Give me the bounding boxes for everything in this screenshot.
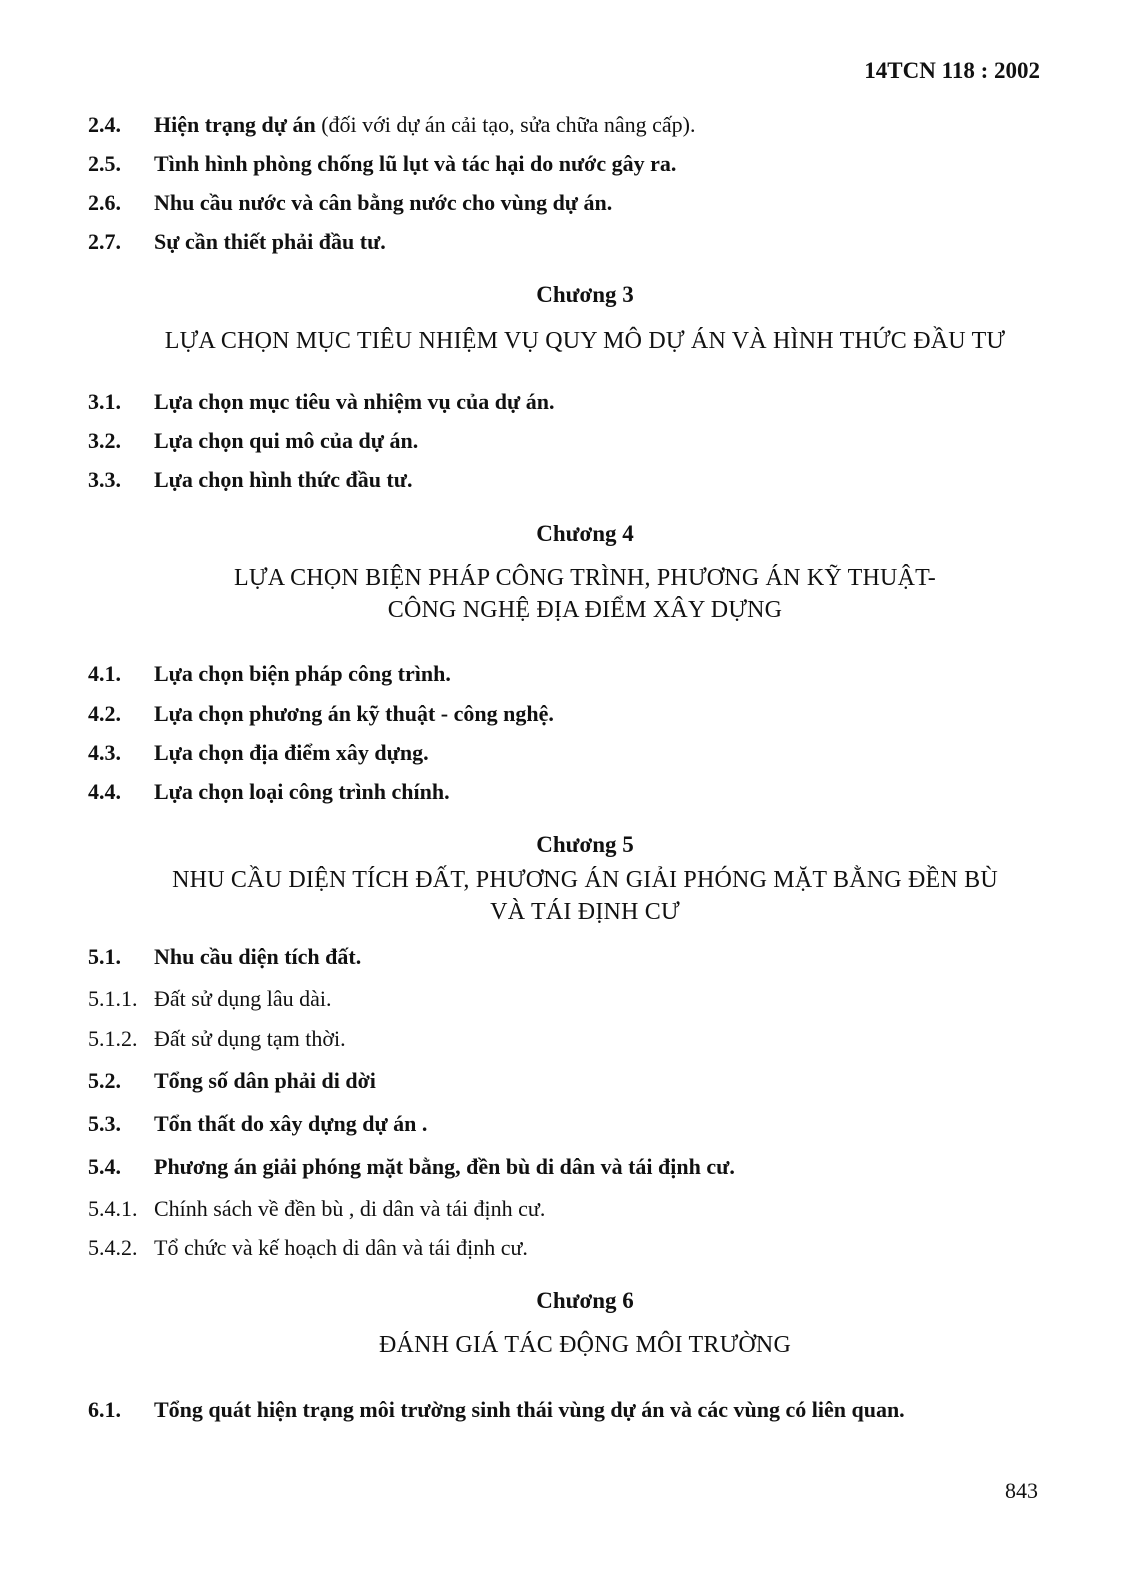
item-text: Lựa chọn qui mô của dự án. [154,428,419,453]
item-text: Lựa chọn mục tiêu và nhiệm vụ của dự án. [154,389,555,414]
item-text: Tổng quát hiện trạng môi trường sinh thái vùng dự án và các vùng có liên quan. [154,1397,905,1422]
chapter-4-label: Chương 4 [536,521,634,546]
item-number: 5.1.2. [88,1026,138,1051]
list-item [88,467,412,493]
list-item [88,944,361,970]
item-number: 5.1. [88,944,121,969]
item-text: Tổn thất do xây dựng dự án . [154,1111,428,1136]
list-item [88,190,612,216]
item-number: 2.6. [88,190,121,215]
list-item [88,1235,528,1261]
list-item [88,1397,905,1423]
item-text: Tổng số dân phải di dời [154,1068,376,1093]
item-text: Đất sử dụng lâu dài. [154,986,332,1011]
chapter-4-title-line-2: CÔNG NGHỆ ĐỊA ĐIỂM XÂY DỰNG [387,597,783,623]
item-text: Lựa chọn biện pháp công trình. [154,661,451,686]
item-number: 6.1. [88,1397,121,1422]
item-number: 4.1. [88,661,121,686]
item-number: 5.3. [88,1111,121,1136]
item-text: Lựa chọn phương án kỹ thuật - công nghệ. [154,701,554,726]
chapter-5-label: Chương 5 [536,832,634,857]
chapter-3-label: Chương 3 [536,282,634,307]
list-item [88,112,695,138]
chapter-6-label: Chương 6 [536,1288,634,1313]
item-text: Sự cần thiết phải đầu tư. [154,229,386,254]
item-number: 4.4. [88,779,121,804]
list-item [88,1196,545,1222]
item-text: Đất sử dụng tạm thời. [154,1026,346,1051]
item-text: Lựa chọn loại công trình chính. [154,779,450,804]
list-item [88,151,676,177]
chapter-3-title: LỰA CHỌN MỤC TIÊU NHIỆM VỤ QUY MÔ DỰ ÁN VÀ HÌNH THỨC ĐẦU TƯ [164,328,1006,354]
list-item [88,740,429,766]
chapter-6-title: ĐÁNH GIÁ TÁC ĐỘNG MÔI TRƯỜNG [379,1332,791,1358]
item-text: Tình hình phòng chống lũ lụt và tác hại do nước gây ra. [154,151,677,176]
item-text: Tổ chức và kế hoạch di dân và tái định cư. [154,1235,528,1260]
standard-code: 14TCN 118 : 2002 [864,58,1040,83]
page-number: 843 [1005,1478,1038,1503]
item-number: 5.4.2. [88,1235,138,1260]
item-text: Nhu cầu nước và cân bằng nước cho vùng dự án. [154,190,613,215]
chapter-4-title-line-1: LỰA CHỌN BIỆN PHÁP CÔNG TRÌNH, PHƯƠNG ÁN KỸ THUẬT- [234,565,936,591]
list-item [88,701,554,727]
chapter-5-title-line-1: NHU CẦU DIỆN TÍCH ĐẤT, PHƯƠNG ÁN GIẢI PHÓNG MẶT BẰNG ĐỀN BÙ [172,867,998,893]
item-text: Hiện trạng dự án [154,112,316,137]
item-text: Phương án giải phóng mặt bằng, đền bù di dân và tái định cư. [154,1154,735,1179]
item-number: 5.2. [88,1068,121,1093]
list-item [88,986,332,1012]
item-text: Lựa chọn địa điểm xây dựng. [154,740,429,765]
item-text: Chính sách về đền bù , di dân và tái định cư. [154,1196,546,1221]
list-item [88,229,386,255]
item-number: 5.4.1. [88,1196,138,1221]
item-number: 5.1.1. [88,986,138,1011]
list-item [88,1111,427,1137]
list-item [88,1026,346,1052]
item-text: Nhu cầu diện tích đất. [154,944,362,969]
item-text: Lựa chọn hình thức đầu tư. [154,467,413,492]
item-number: 2.7. [88,229,121,254]
list-item [88,389,554,415]
list-item [88,428,418,454]
list-item [88,661,451,687]
item-number: 4.3. [88,740,121,765]
item-number: 3.1. [88,389,121,414]
item-number: 2.4. [88,112,121,137]
item-number: 4.2. [88,701,121,726]
item-number: 3.3. [88,467,121,492]
item-number: 2.5. [88,151,121,176]
chapter-5-title-line-2: VÀ TÁI ĐỊNH CƯ [490,899,680,925]
item-number: 5.4. [88,1154,121,1179]
list-item [88,1154,735,1180]
item-note: (đối với dự án cải tạo, sửa chữa nâng cấp). [315,112,696,137]
list-item [88,1068,376,1094]
item-number: 3.2. [88,428,121,453]
list-item [88,779,450,805]
